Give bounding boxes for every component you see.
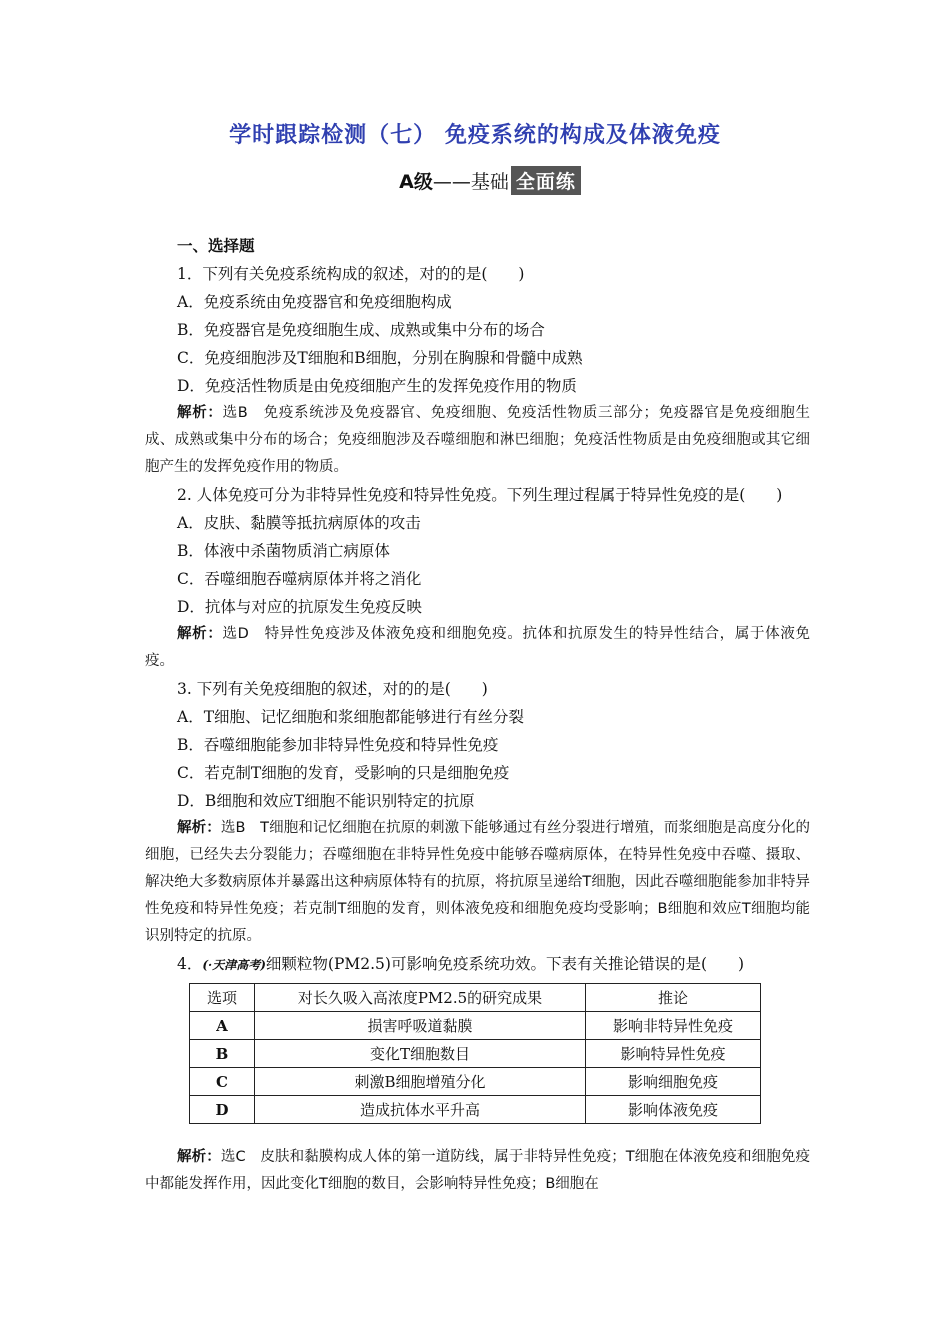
q4-table — [189, 983, 761, 1124]
q4-stem — [145, 950, 810, 979]
table-header: 对长久吸入高浓度PM2.5的研究成果 — [255, 984, 586, 1012]
q3-option-a: A．T细胞、记忆细胞和浆细胞都能够进行有丝分裂 — [177, 708, 525, 726]
q3-option-d: D．B细胞和效应T细胞不能识别特定的抗原 — [177, 792, 475, 810]
table-row — [190, 1012, 761, 1040]
spacer — [145, 1124, 810, 1144]
table-cell: B — [190, 1040, 255, 1068]
section-heading: 一、选择题 — [177, 236, 255, 255]
q1-option-b: B．免疫器官是免疫细胞生成、成熟或集中分布的场合 — [177, 321, 545, 339]
table-cell: 刺激B细胞增殖分化 — [255, 1068, 586, 1096]
table-cell: 造成抗体水平升高 — [255, 1096, 586, 1124]
q2-stem: 2. 人体免疫可分为非特异性免疫和特异性免疫。下列生理过程属于特异性免疫的是( ) — [177, 486, 783, 504]
content — [145, 232, 810, 1198]
table-cell: 影响体液免疫 — [586, 1096, 761, 1124]
q4-source: (·天津高考) — [202, 958, 266, 972]
table-row — [190, 1040, 761, 1068]
q1-exp-label: 解析： — [177, 405, 223, 421]
table-cell: D — [190, 1096, 255, 1124]
q2-option-d: D．抗体与对应的抗原发生免疫反映 — [177, 598, 422, 616]
q3-option-c: C．若克制T细胞的发育，受影响的只是细胞免疫 — [177, 764, 510, 782]
level-prefix: A级 — [399, 171, 433, 193]
q1-explanation — [145, 400, 810, 481]
q4-stem-text: 细颗粒物(PM2.5)可影响免疫系统功效。下表有关推论错误的是( ) — [265, 955, 745, 973]
level-mid: 基础 — [470, 171, 509, 193]
q4-exp-label: 解析： — [177, 1149, 221, 1165]
q2-explanation — [145, 621, 810, 675]
q1-option-d: D．免疫活性物质是由免疫细胞产生的发挥免疫作用的物质 — [177, 377, 577, 395]
table-row — [190, 1068, 761, 1096]
level-dash: —— — [432, 171, 471, 193]
table-cell: 影响非特异性免疫 — [586, 1012, 761, 1040]
q2-option-a: A．皮肤、黏膜等抵抗病原体的攻击 — [177, 514, 421, 532]
q3-explanation — [145, 815, 810, 950]
table-cell: 损害呼吸道黏膜 — [255, 1012, 586, 1040]
table-row — [190, 1096, 761, 1124]
q2-option-b: B．体液中杀菌物质消亡病原体 — [177, 542, 390, 560]
q1-exp-text: 选B 免疫系统涉及免疫器官、免疫细胞、免疫活性物质三部分；免疫器官是免疫细胞生成、成熟或集中分布的场合；免疫细胞涉及吞噬细胞和淋巴细胞；免疫活性物质是由免疫细胞或其它细胞产生的发挥免疫作用的物质。 — [145, 405, 810, 475]
table-cell: 影响特异性免疫 — [586, 1040, 761, 1068]
table-header: 选项 — [190, 984, 255, 1012]
q1-option-a: A．免疫系统由免疫器官和免疫细胞构成 — [177, 293, 452, 311]
table-cell: C — [190, 1068, 255, 1096]
level-heading — [0, 166, 950, 195]
table-cell: 影响细胞免疫 — [586, 1068, 761, 1096]
q2-exp-text: 选D 特异性免疫涉及体液免疫和细胞免疫。抗体和抗原发生的特异性结合，属于体液免疫。 — [145, 626, 810, 669]
q4-number: 4． — [177, 955, 203, 973]
q3-stem: 3. 下列有关免疫细胞的叙述，对的的是( ) — [177, 680, 488, 698]
q2-exp-label: 解析： — [177, 626, 223, 642]
q1-option-c: C．免疫细胞涉及T细胞和B细胞，分别在胸腺和骨髓中成熟 — [177, 349, 583, 367]
q4-explanation — [145, 1144, 810, 1198]
q2-option-c: C．吞噬细胞吞噬病原体并将之消化 — [177, 570, 422, 588]
q4-exp-text: 选C 皮肤和黏膜构成人体的第一道防线，属于非特异性免疫；T细胞在体液免疫和细胞免疫中都能发挥作用，因此变化T细胞的数目，会影响特异性免疫；B细胞在 — [145, 1149, 810, 1192]
table-cell: 变化T细胞数目 — [255, 1040, 586, 1068]
q3-exp-label: 解析： — [177, 820, 221, 836]
level-box: 全面练 — [511, 166, 581, 195]
q1-stem: 1．下列有关免疫系统构成的叙述，对的的是( ) — [177, 265, 525, 283]
table-header: 推论 — [586, 984, 761, 1012]
page-title: 学时跟踪检测（七） 免疫系统的构成及体液免疫 — [229, 123, 721, 148]
table-cell: A — [190, 1012, 255, 1040]
table-header-row — [190, 984, 761, 1012]
q3-option-b: B．吞噬细胞能参加非特异性免疫和特异性免疫 — [177, 736, 499, 754]
q3-exp-text: 选B T细胞和记忆细胞在抗原的刺激下能够通过有丝分裂进行增殖，而浆细胞是高度分化的细胞，已经失去分裂能力；吞噬细胞在非特异性免疫中能够吞噬病原体，在特异性免疫中吞噬、摄取、解决绝大多数病原体并暴露出这种病原体特有的抗原，将抗原呈递给T细胞，因此吞噬细胞能参加非特异性免疫和特异性免疫；若克制T细胞的发育，则体液免疫和细胞免疫均受影响；B细胞和效应T细胞均能识别特定的抗原。 — [145, 820, 811, 944]
